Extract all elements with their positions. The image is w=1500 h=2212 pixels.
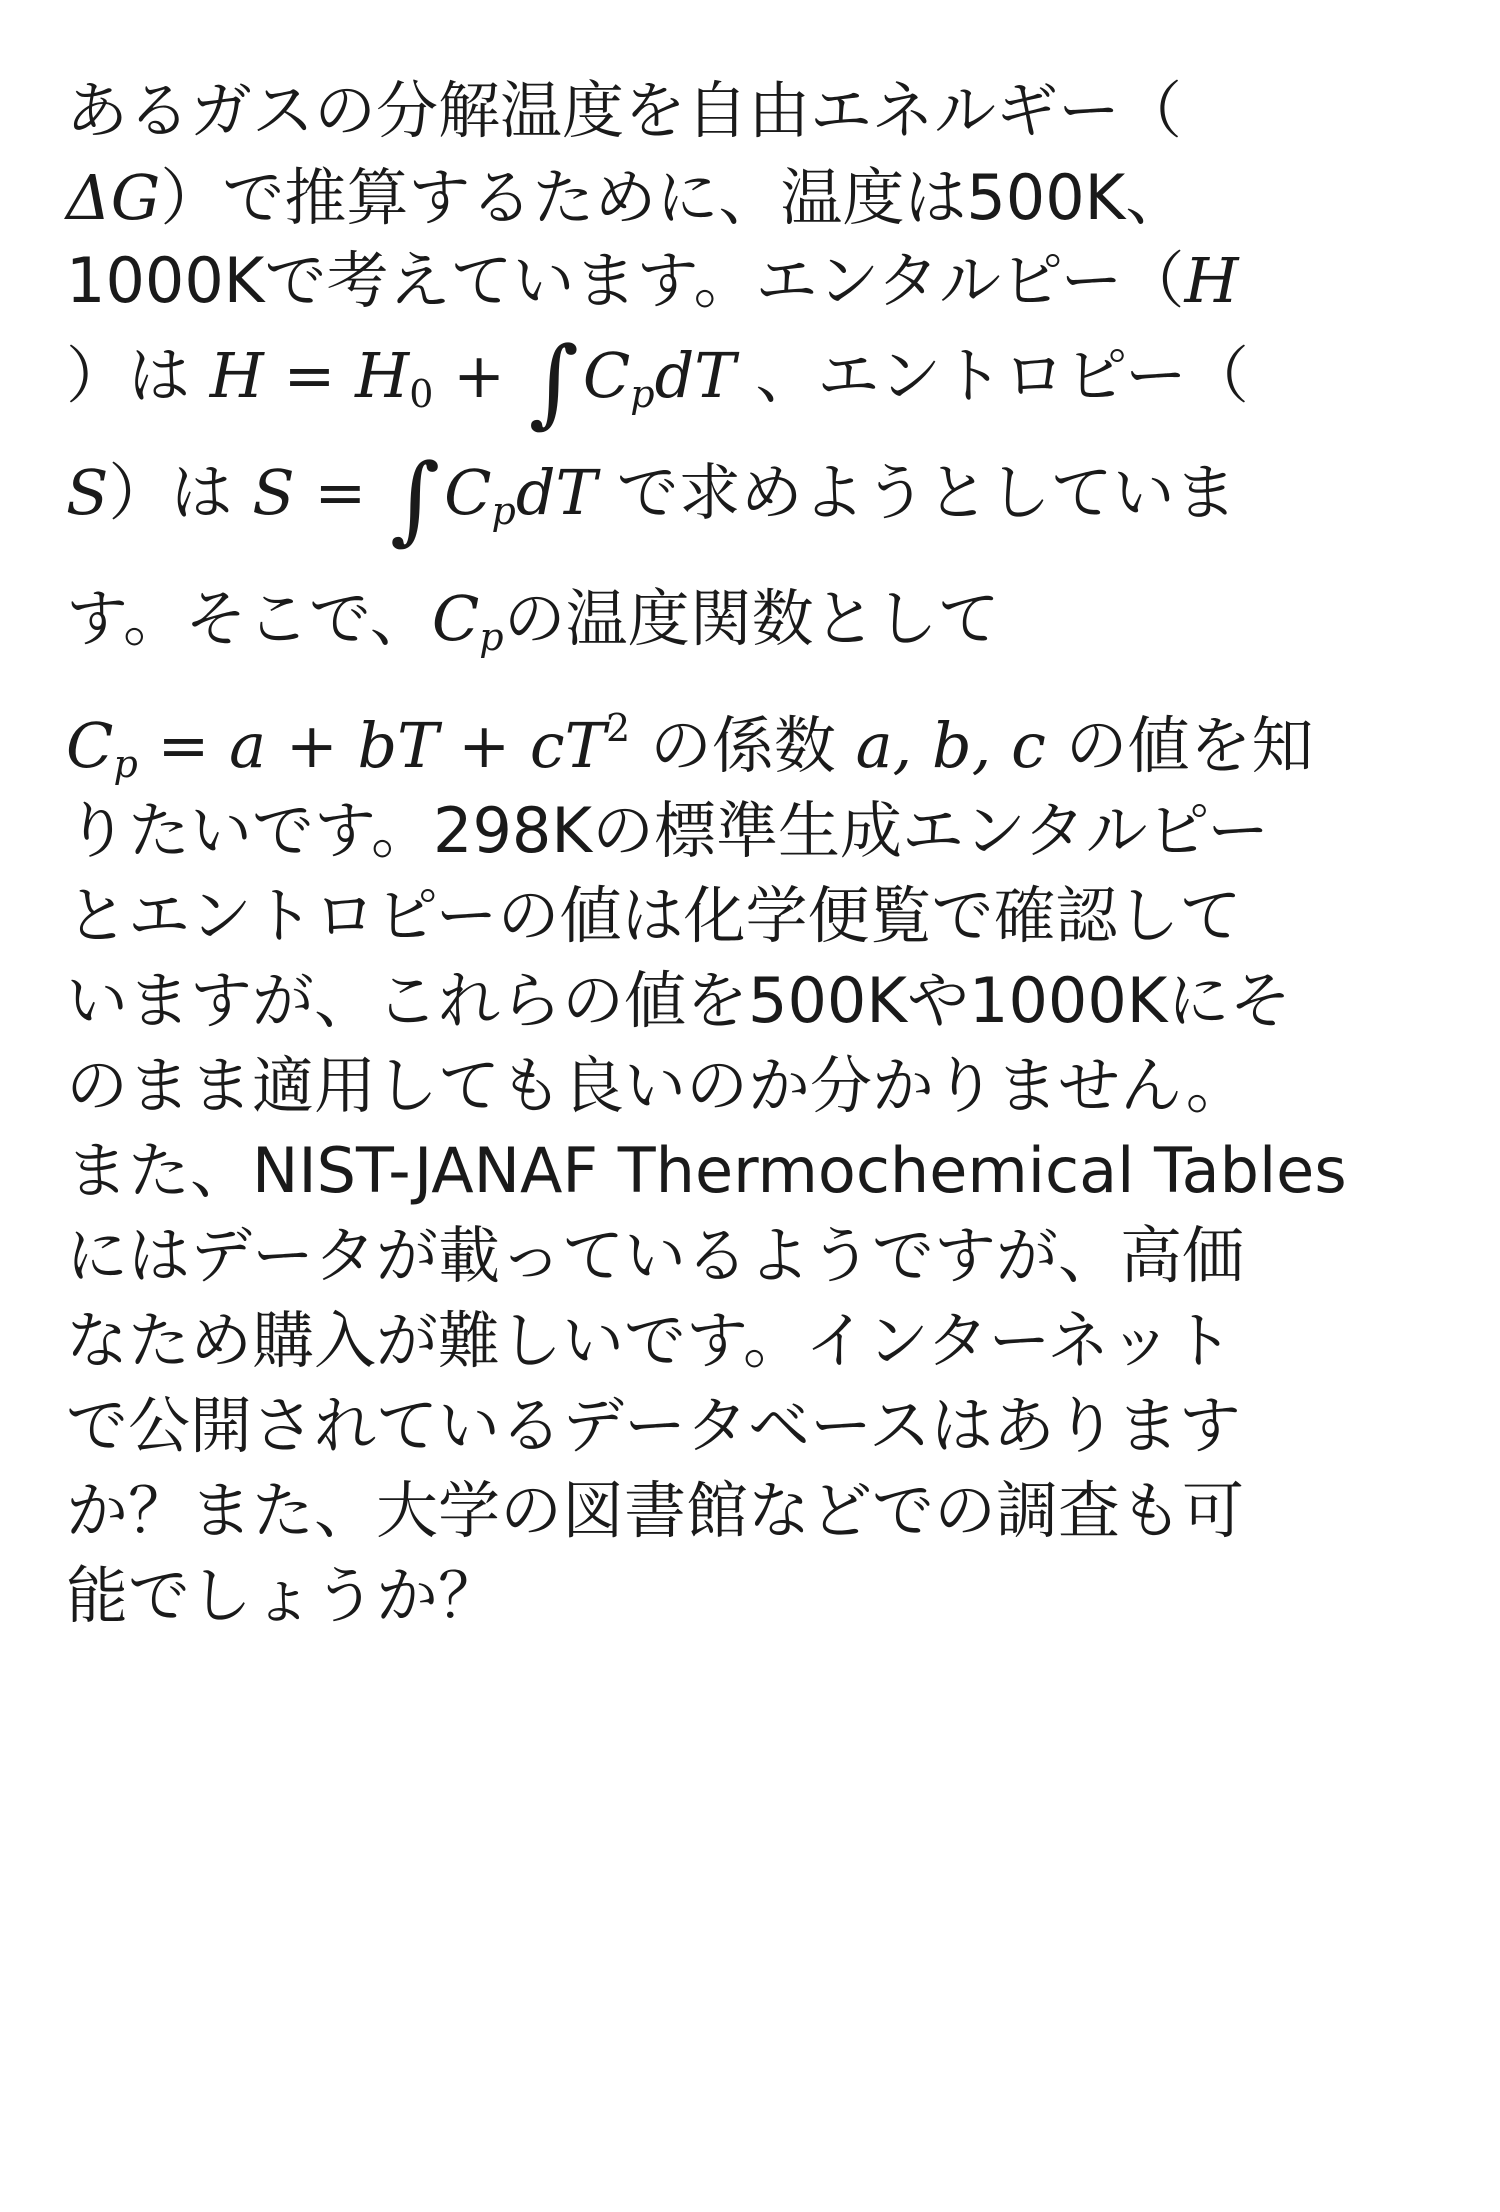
text-segment: ）で推算するために、温度は500K、: [160, 161, 1188, 234]
text-line-11: [66, 1049, 1248, 1122]
text-segment: す。そこで、: [66, 582, 432, 655]
text-line-17: [66, 1559, 501, 1632]
math-delta-g: ΔG: [66, 161, 161, 234]
text-segment: 、エントロピー（: [735, 339, 1249, 412]
text-segment: なため購入が難しいです。インターネット: [66, 1304, 1234, 1377]
text-line-6: [66, 582, 1000, 659]
text-line-16: [66, 1474, 1245, 1547]
text-line-13: [66, 1219, 1245, 1292]
text-line-10: [66, 964, 1292, 1037]
text-segment: また、NIST-JANAF Thermochemical Tables: [66, 1134, 1347, 1207]
math-enthalpy-equation: $H = H_0 + \int C_pdT$: [209, 326, 736, 438]
math-cp-polynomial: $C_p = a$ + bT + $cT^2$: [66, 706, 631, 786]
text-segment: ）は: [66, 339, 210, 412]
text-line-1: [66, 74, 1183, 147]
text-line-9: [66, 879, 1242, 952]
text-line-15: [66, 1389, 1241, 1462]
text-segment: いますが、これらの値を500Kや1000Kにそ: [66, 964, 1292, 1037]
text-line-3: [66, 244, 1239, 317]
math-entropy-symbol: S: [66, 456, 109, 529]
math-enthalpy-symbol: H: [1184, 244, 1239, 317]
math-coefficients: a, b, c: [855, 709, 1046, 782]
text-line-5: [66, 443, 1237, 555]
text-line-7: [66, 706, 1314, 786]
math-cp: $C_p$: [431, 582, 504, 659]
text-segment: か？また、大学の図書館などでの調査も可: [66, 1474, 1245, 1547]
text-segment: 能でしょうか？: [66, 1559, 501, 1632]
text-segment: で公開されているデータベースはあります: [66, 1389, 1241, 1462]
integral-sign: ∫: [528, 326, 579, 438]
text-segment: で求めようとしていま: [596, 456, 1237, 529]
text-segment: りたいです。298Kの標準生成エンタルピー: [66, 794, 1270, 867]
text-line-8: [66, 794, 1270, 867]
integral-sign: ∫: [390, 443, 441, 555]
text-segment: 1000Kで考えています。エンタルピー（: [66, 244, 1185, 317]
text-line-4: [66, 326, 1249, 438]
text-segment: の係数: [630, 709, 856, 782]
text-line-2: [66, 161, 1188, 234]
text-segment: ）は: [108, 456, 253, 529]
text-segment: にはデータが載っているようですが、高価: [66, 1219, 1245, 1292]
text-line-14: [66, 1304, 1234, 1377]
text-segment: のまま適用しても良いのか分かりません。: [66, 1049, 1248, 1122]
text-segment: あるガスの分解温度を自由エネルギー（: [66, 74, 1183, 147]
math-entropy-equation: $S = \int C_pdT$: [252, 443, 597, 555]
text-segment: とエントロピーの値は化学便覧で確認して: [66, 879, 1242, 952]
text-segment: の値を知: [1045, 709, 1314, 782]
text-line-12: [66, 1134, 1347, 1207]
text-segment: の温度関数として: [503, 582, 1000, 655]
